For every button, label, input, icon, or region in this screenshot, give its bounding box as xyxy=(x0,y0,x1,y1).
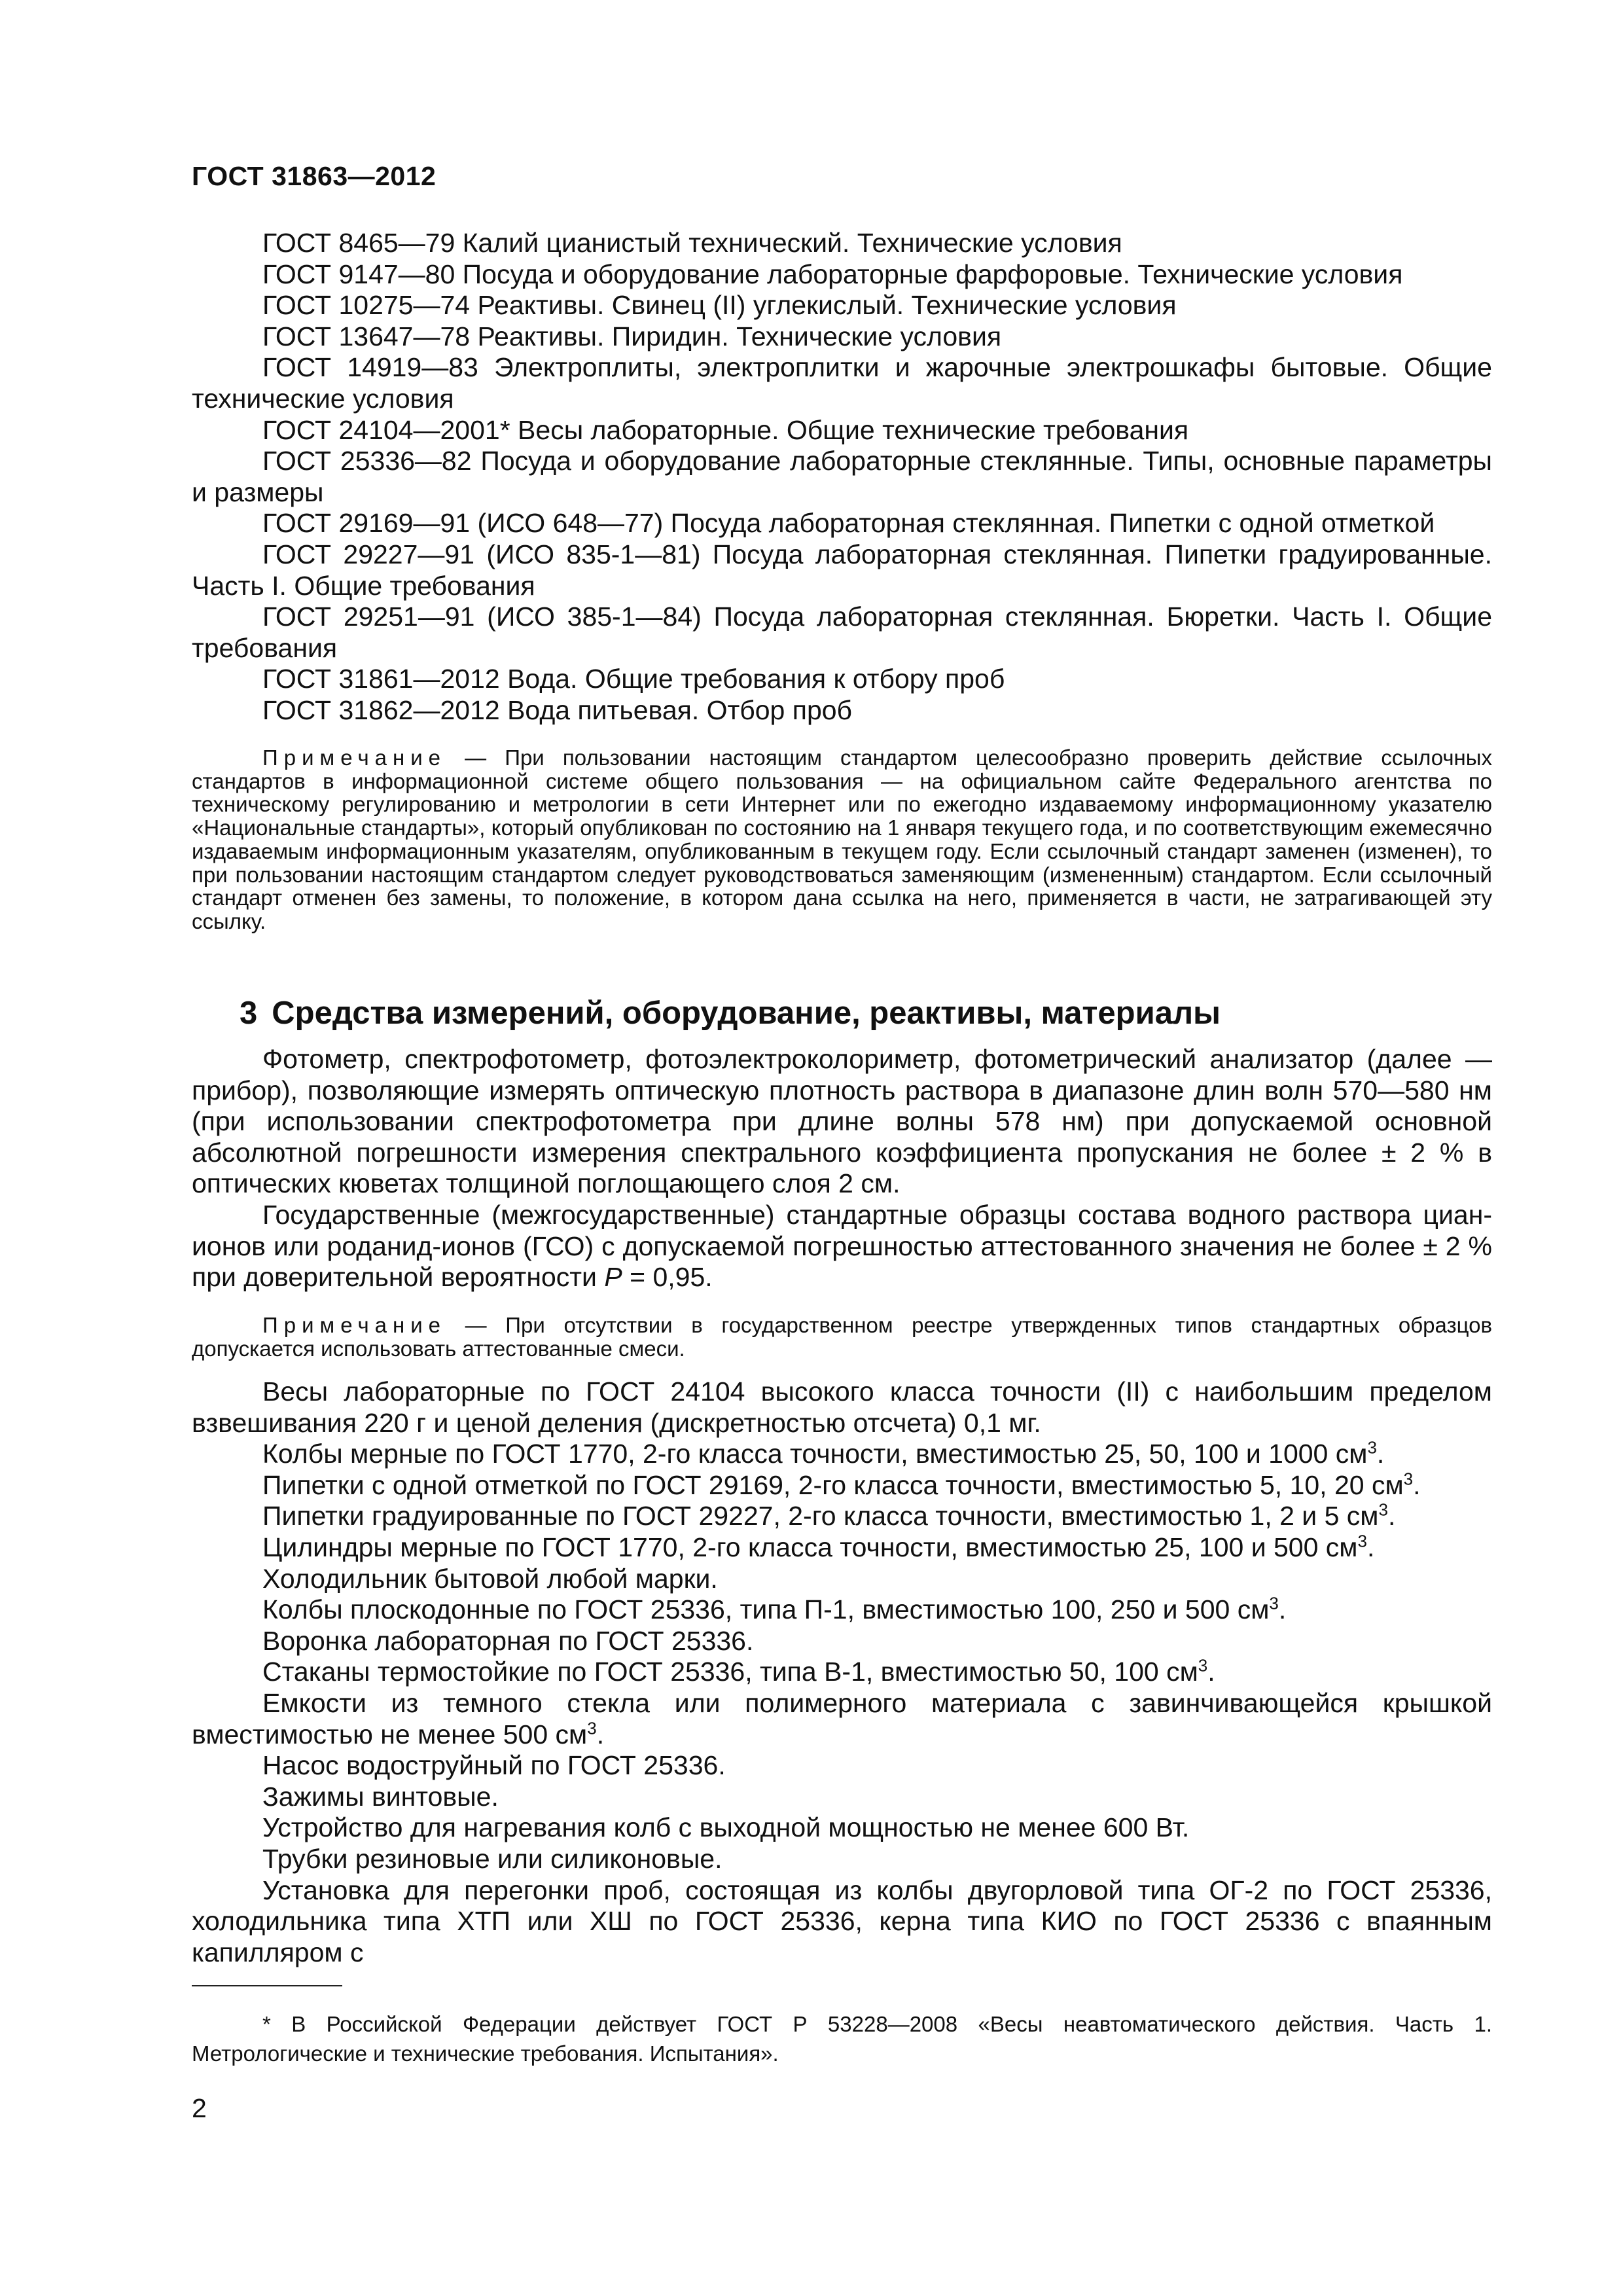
reference-item: ГОСТ 29251—91 (ИСО 385-1—84) Посуда лабораторная стеклянная. Бюретки. Часть I. Общие требования xyxy=(192,601,1492,663)
equipment-item: Устройство для нагревания колб с выходной мощностью не менее 600 Вт. xyxy=(262,1812,1190,1843)
reference-item: ГОСТ 31862—2012 Вода питьевая. Отбор проб xyxy=(262,694,853,725)
reference-item: ГОСТ 14919—83 Электроплиты, электроплитки и жарочные электрошкафы бытовые. Общие технические условия xyxy=(192,352,1492,414)
section-3-heading xyxy=(240,995,1221,1031)
instrument-paragraph: Фотометр, спектрофотометр, фотоэлектроколориметр, фотометрический анализатор (далее — прибор), позволяющие измерять оптическую плотность раствора в диапазоне длин волн 570—580 нм (при использовании спектрофотометра при длине волны 578 нм) при допускаемой основной абсолютной погрешности измерения спектрального коэффициента пропускания не более ± 2 % в оптических кюветах толщиной поглощающего слоя 2 см. xyxy=(192,1044,1492,1199)
reference-item: ГОСТ 13647—78 Реактивы. Пиридин. Технические условия xyxy=(262,321,1002,351)
equipment-item: Колбы мерные по ГОСТ 1770, 2-го класса точности, вместимостью 25, 50, 100 и 1000 $см^3$. xyxy=(262,1437,1385,1469)
equipment-item: Пипетки с одной отметкой по ГОСТ 29169, 2-го класса точности, вместимостью 5, 10, 20 $см^3$. xyxy=(262,1469,1421,1500)
section-title: Средства измерений, оборудование, реактивы, материалы xyxy=(272,996,1221,1031)
note-lead: Примечание xyxy=(262,745,447,770)
equipment-list xyxy=(192,1376,1492,1968)
equipment-item: Холодильник бытовой любой марки. xyxy=(262,1563,718,1594)
section-3-body xyxy=(192,1044,1492,1293)
document-header: ГОСТ 31863—2012 xyxy=(192,161,437,191)
equipment-item: Пипетки градуированные по ГОСТ 29227, 2-го класса точности, вместимостью 1, 2 и 5 $см^3$. xyxy=(262,1499,1396,1532)
reference-item: ГОСТ 9147—80 Посуда и оборудование лабораторные фарфоровые. Технические условия xyxy=(262,259,1403,289)
equipment-item: Зажимы винтовые. xyxy=(262,1781,499,1812)
section-number: 3 xyxy=(240,996,258,1031)
reference-item: ГОСТ 24104—2001* Весы лабораторные. Общие технические требования xyxy=(262,414,1189,445)
paragraph-text: Государственные (межгосударственные) стандартные образцы состава водного раствора циан-ионов или роданид-ионов (ГСО) с допускаемой погрешностью аттестованного значения не более ± 2 % при доверительной вероятности xyxy=(192,1199,1492,1293)
equipment-item: Весы лабораторные по ГОСТ 24104 высокого класса точности (II) с наибольшим пределом взвешивания 220 г и ценой деления (дискретностью отсчета) 0,1 мг. xyxy=(192,1376,1492,1438)
equipment-item: Насос водоструйный по ГОСТ 25336. xyxy=(262,1750,726,1781)
reference-item: ГОСТ 29227—91 (ИСО 835-1—81) Посуда лабораторная стеклянная. Пипетки градуированные. Часть I. Общие требования xyxy=(192,539,1492,601)
equipment-item: Емкости из темного стекла или полимерного материала с завинчивающейся крышкой вместимостью не менее 500 $см^3$. xyxy=(192,1687,1492,1749)
equipment-item: Воронка лабораторная по ГОСТ 25336. xyxy=(262,1625,754,1656)
references-list xyxy=(192,228,1492,726)
references-note xyxy=(192,746,1492,933)
footnote-divider xyxy=(192,1985,342,1986)
equipment-item: Установка для перегонки проб, состоящая из колбы двугорловой типа ОГ-2 по ГОСТ 25336, холодильника типа ХТП или ХШ по ГОСТ 25336, керна типа КИО по ГОСТ 25336 с впаянным капилляром с xyxy=(192,1874,1492,1967)
reference-item: ГОСТ 31861—2012 Вода. Общие требования к отбору проб xyxy=(262,664,1005,694)
note-text: — При отсутствии в государственном реестре утвержденных типов стандартных образцов допускается использовать аттестованные смеси. xyxy=(192,1313,1492,1361)
paragraph-text: = 0,95. xyxy=(622,1262,713,1293)
equipment-item: Колбы плоскодонные по ГОСТ 25336, типа П-1, вместимостью 100, 250 и 500 $см^3$. xyxy=(262,1593,1287,1625)
equipment-item: Стаканы термостойкие по ГОСТ 25336, типа В-1, вместимостью 50, 100 $см^3$. xyxy=(262,1655,1215,1687)
reference-samples-paragraph xyxy=(192,1200,1492,1293)
reference-item: ГОСТ 8465—79 Калий цианистый технический. Технические условия xyxy=(262,228,1122,258)
page-number: 2 xyxy=(192,2093,207,2123)
reference-item: ГОСТ 25336—82 Посуда и оборудование лабораторные стеклянные. Типы, основные параметры и размеры xyxy=(192,446,1492,507)
footnote xyxy=(192,2009,1492,2068)
reference-item: ГОСТ 29169—91 (ИСО 648—77) Посуда лабораторная стеклянная. Пипетки с одной отметкой xyxy=(262,508,1435,539)
reference-item: ГОСТ 10275—74 Реактивы. Свинец (II) углекислый. Технические условия xyxy=(262,290,1177,321)
equipment-item: Цилиндры мерные по ГОСТ 1770, 2-го класса точности, вместимостью 25, 100 и 500 $см^3$. xyxy=(262,1531,1375,1562)
probability-symbol: P xyxy=(604,1262,622,1293)
note-lead: Примечание xyxy=(262,1313,447,1337)
note-text: — При пользовании настоящим стандартом целесообразно проверить действие ссылочных стандартов в информационной системе общего пользования — на официальном сайте Федерального агентства по техническому регулированию и метрологии в сети Интернет или по ежегодно издаваемому информационному указателю «Национальные стандарты», который опубликован по состоянию на 1 января текущего года, и по соответствующим ежемесячно издаваемым информационным указателям, опубликованным в текущем году. Если ссылочный стандарт заменен (изменен), то при пользовании настоящим стандартом следует руководствоваться заменяющим (измененным) стандартом. Если ссылочный стандарт отменен без замены, то положение, в котором дана ссылка на него, применяется в части, не затрагивающей эту ссылку. xyxy=(192,745,1492,933)
equipment-item: Трубки резиновые или силиконовые. xyxy=(262,1843,722,1874)
footnote-text: * В Российской Федерации действует ГОСТ Р 53228—2008 «Весы неавтоматического действия. Часть 1. Метрологические и технические требования. Испытания». xyxy=(192,2012,1492,2066)
samples-note xyxy=(192,1314,1492,1360)
